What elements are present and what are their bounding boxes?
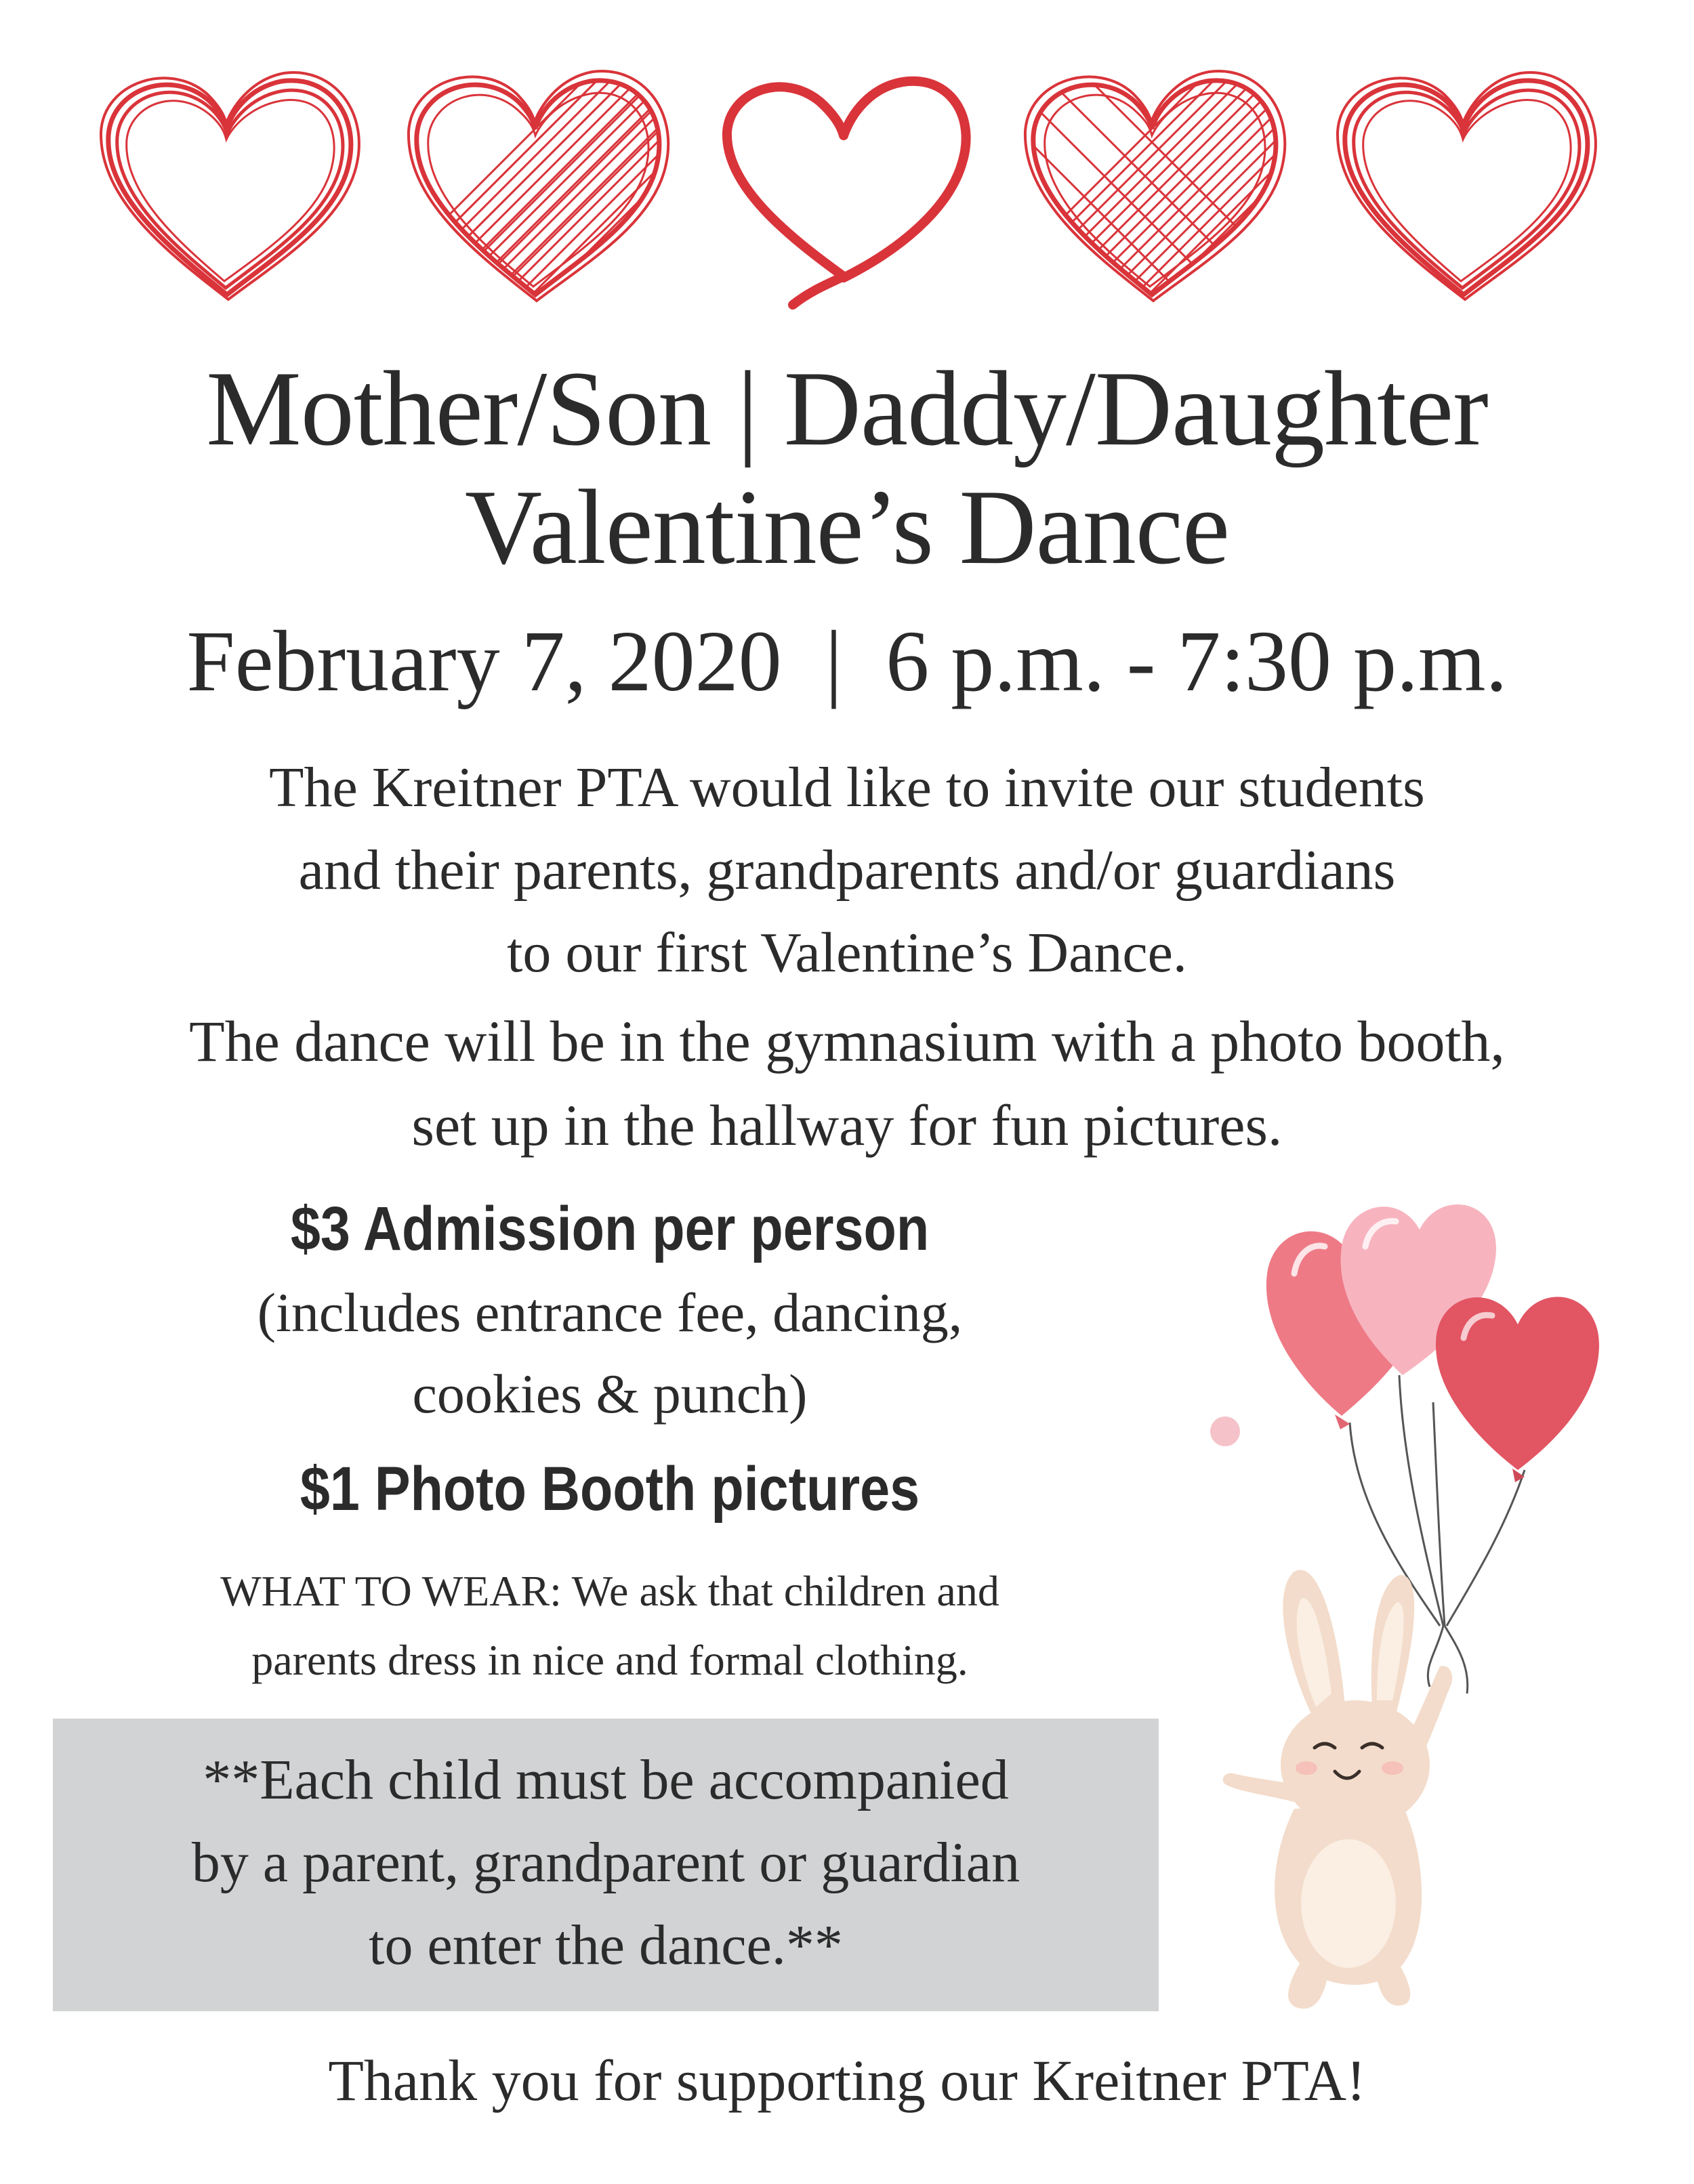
hatched-heart-icon xyxy=(1016,61,1287,318)
event-date-time: February 7, 2020 | 6 p.m. - 7:30 p.m. xyxy=(186,613,1508,709)
thank-you-message: Thank you for supporting our Kreitner PTA! xyxy=(328,2048,1366,2113)
dress-code-line: WHAT TO WEAR: We ask that children and xyxy=(220,1567,999,1615)
heart-icon xyxy=(1328,61,1599,318)
admission-note xyxy=(0,1272,1220,1435)
invitation-paragraph xyxy=(0,747,1694,994)
dress-code-line: parents dress in nice and formal clothing. xyxy=(251,1636,968,1684)
heart-icon xyxy=(91,61,363,318)
venue-line: The dance will be in the gymnasium with a photo booth, xyxy=(189,1009,1505,1074)
admission-note-line: cookies & punch) xyxy=(412,1363,808,1425)
hatched-heart-icon xyxy=(400,61,671,318)
title-line-2: Valentine’s Dance xyxy=(464,468,1230,587)
venue-line: set up in the hallway for fun pictures. xyxy=(411,1093,1283,1158)
admission-note-line: (includes entrance fee, dancing, xyxy=(257,1282,963,1343)
invitation-line: to our first Valentine’s Dance. xyxy=(507,921,1187,984)
bunny-with-balloons-illustration xyxy=(1199,1152,1633,2019)
invitation-line: and their parents, grandparents and/or guardians xyxy=(298,839,1396,902)
invitation-line: The Kreitner PTA would like to invite our students xyxy=(269,756,1425,819)
accompaniment-notice xyxy=(53,1719,1159,2011)
hearts-row xyxy=(0,61,1694,318)
photo-booth-price: $1 Photo Booth pictures xyxy=(299,1454,920,1524)
heart-icon xyxy=(708,61,979,318)
dress-code xyxy=(0,1557,1220,1695)
notice-line: **Each child must be accompanied xyxy=(203,1748,1009,1811)
notice-line: to enter the dance.** xyxy=(369,1914,843,1977)
venue-paragraph xyxy=(0,999,1694,1167)
notice-line: by a parent, grandparent or guardian xyxy=(191,1831,1020,1894)
title-line-1: Mother/Son | Daddy/Daughter xyxy=(206,350,1488,468)
admission-price: $3 Admission per person xyxy=(290,1194,930,1263)
